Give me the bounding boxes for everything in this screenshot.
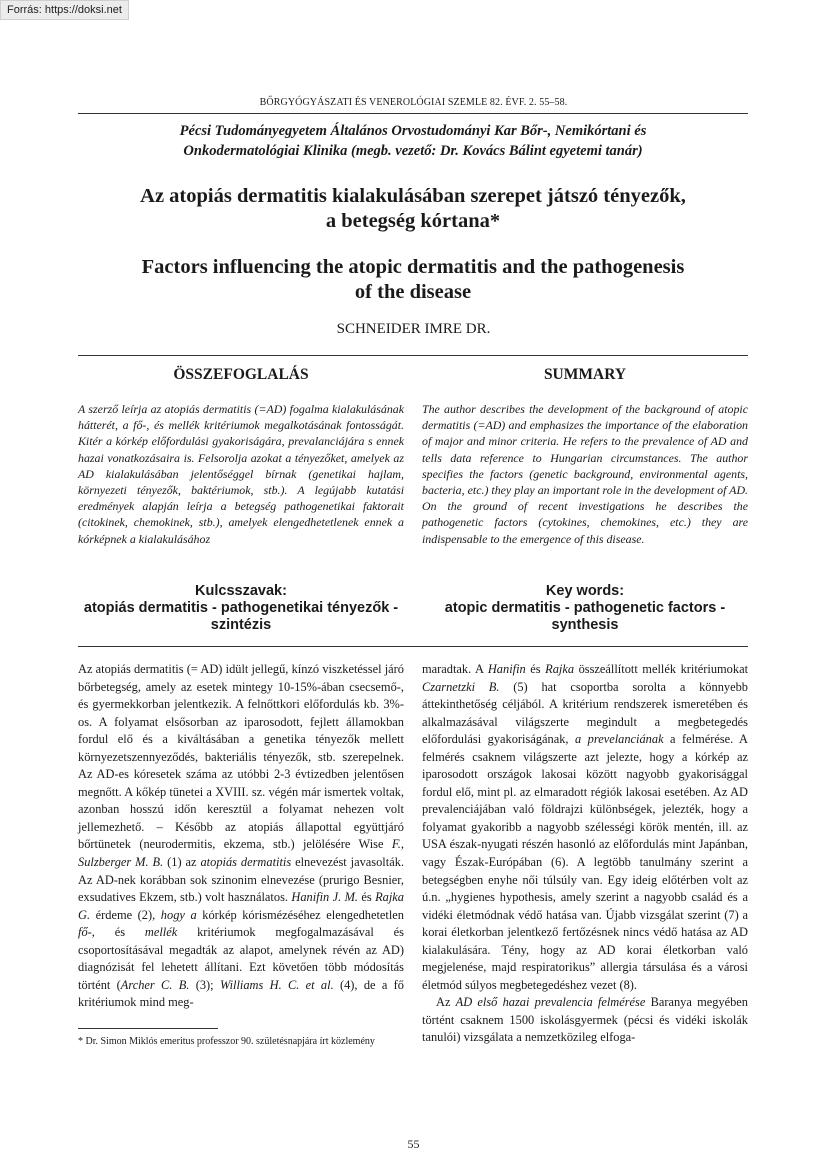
keywords-heading: Key words:	[545, 583, 625, 599]
body-paragraph: maradtak. A Hanifin és Rajka összeállított mellék kritériumokat Czarnetzki B. (5) hat csoportba sorolta a könnyebb áttekinthetőség céljából. A kritérium rendszerek ismeretében és alkalmazásával világszerte megindult a megbetegedés előfordulási gyakoriságának, a prevelanciának a felmérése. A felmérés csaknem világszerte azt jelezte, hogy a kórkép az iparosodott országok lakosai között nagyobb gyakorisággal fordul elő, mint pl. az elmaradott régiók lakosai esetében. Az AD prevalenciájában való földrajzi különbségek, jelezték, hogy a folyamat gyakoribb a nagyobb szélességi körök mentén, ill. az USA észak-nyugati részén hasonló az előfordulás mint Japánban, vagy Észak-Európában (6). A legtöbb tanulmány szerint a betegségben enyhe női túlsúly van. Egy ideig előtérben volt az ú.n. „hygienes hypothesis, amely szerint a nagyobb család és a vidéki életmódnak védő hatása van. Újabb vizsgálat szerint (7) a korai életkorban jelentkező fertőzésnek nincs védő hatása az AD kialakulására. Tény, hogy az AD korai életkorban való megjelenése, majd respiratorikus” allergia társulása és a városi életmód súlyos megbetegedéshez vezet (8).	[422, 662, 749, 992]
body-column-right	[422, 661, 748, 1047]
author: SCHNEIDER IMRE DR.	[336, 321, 491, 337]
keywords-line: synthesis	[551, 617, 619, 633]
title-line: a betegség kórtana*	[325, 210, 501, 232]
keywords-line: atopiás dermatitis - pathogenetikai tényezők -	[83, 600, 399, 616]
abstract-hu-heading: ÖSSZEFOGLALÁS	[173, 366, 309, 383]
footnote: * Dr. Simon Miklós emeritus professzor 90. születésnapjára írt közlemény	[78, 1036, 375, 1047]
source-tag: Forrás: https://doksi.net	[0, 0, 129, 20]
keywords-heading: Kulcsszavak:	[195, 583, 287, 599]
body-paragraph: Az AD első hazai prevalencia felmérése Baranya megyében történt csaknem 1500 iskolásgyermek (pécsi és vidéki iskolák tanulói) vizsgálata a nemzetközileg elfoga-	[422, 995, 748, 1045]
header-divider	[78, 113, 748, 114]
footnote-divider	[78, 1028, 218, 1029]
title-english	[78, 255, 748, 305]
affiliation	[78, 121, 748, 161]
affiliation-line: Onkodermatológiai Klinika (megb. vezető: Dr. Kovács Bálint egyetemi tanár)	[183, 143, 643, 159]
keywords-line: szintézis	[210, 617, 272, 633]
abstract-en-text: The author describes the development of the background of atopic dermatitis (=AD) and emphasizes the importance of the elaboration of major and minor criteria. He refers to the prevalence of AD and tells data reference to Hungarian circumstances. The author specifies the factors (genetic background, environmental agents, bacteria, etc.) they play an important role in the development of AD. On the ground of recent investigations he describes the pathogenetic factors (cytokines, chemokines, etc.) they are indispensable to the emergence of this disease.	[422, 402, 748, 546]
body-paragraph: Az atopiás dermatitis (= AD) idült jellegű, kínzó viszketéssel járó bőrbetegség, amely az esetek mintegy 10-15%-ában csecsemő-, és gyermekkorban jelentkezik. A felnőttkori előfordulás kb. 3%-os. A folyamat elsősorban az iparosodott, fejlett államokban fordul elő és a kiváltásában a genetika tényezők mellett környezetszennyeződés, bakteriális tényezők, stb. szerepelnek. Az AD-es kóresetek száma az utóbbi 2-3 évtizedben jelentősen megnőtt. A kőkép tünetei a XVIII. sz. végén már ismertek voltak, azonban hosszú időn keresztül a folyamat nehezen volt jellemezhető. – Később az atopiás állapottal együttjáró bőrtünetek (neurodermitis, ekzema, stb.) jelölésére Wise F., Sulzberger M. B. (1) az atopiás dermatitis elnevezést javasolták. Az AD-nek korábban sok szinonim elnevezése (prurigo Besnier, exsudatives Ekzem, stb.) volt használatos. Hanifin J. M. és Rajka G. érdeme (2), hogy a kórkép kórismézéséhez elengedhetetlen fő-, és mellék kritériumok megfogalmazásával és csoportosításával megadták az alapot, amelynek révén az AD) diagnózisát fel lehetett állítani. Ezt követően több módosítás történt (Archer C. B. (3); Williams H. C. et al. (4), de a fő kritériumok mind meg-	[78, 662, 404, 1010]
title-hungarian	[78, 184, 748, 234]
body-divider	[78, 646, 748, 647]
keywords-hu	[76, 583, 406, 634]
title-line: Az atopiás dermatitis kialakulásában szerepet játszó tényezők,	[140, 185, 686, 207]
affiliation-line: Pécsi Tudományegyetem Általános Orvostudományi Kar Bőr-, Nemikórtani és	[179, 123, 647, 139]
body-column-left	[78, 661, 404, 1012]
keywords-line: atopic dermatitis - pathogenetic factors -	[444, 600, 726, 616]
abstract-hu-text: A szerző leírja az atopiás dermatitis (=AD) fogalma kialakulásának hátterét, a fő-, és mellék kritériumok megalkotásának fontosságát. Kitér a kórkép előfordulási gyakoriságára, prevalanciájára s ennek hazai vonatkozásaira is. Felsorolja azokat a tényezőket, amelyek az AD kialakulásában jelentőséggel bírnak (genetikai hajlam, környezeti tényezők, baktériumok, stb.). A legújabb kutatási eredmények alapján leírja a betegség pathogenetikai faktorait (citokinek, chemokinek, stb.), amelyek elengedhetetlenek ennek a kórképnek a kialakulásához	[78, 402, 404, 546]
abstract-divider	[78, 355, 748, 356]
title-line: of the disease	[354, 281, 472, 303]
page-number: 55	[407, 1137, 420, 1151]
abstract-en-heading: SUMMARY	[543, 366, 627, 383]
journal-header: BŐRGYÓGYÁSZATI ÉS VENEROLÓGIAI SZEMLE 82. ÉVF. 2. 55–58.	[259, 97, 568, 108]
keywords-en	[420, 583, 750, 634]
title-line: Factors influencing the atopic dermatitis and the pathogenesis	[141, 256, 685, 278]
